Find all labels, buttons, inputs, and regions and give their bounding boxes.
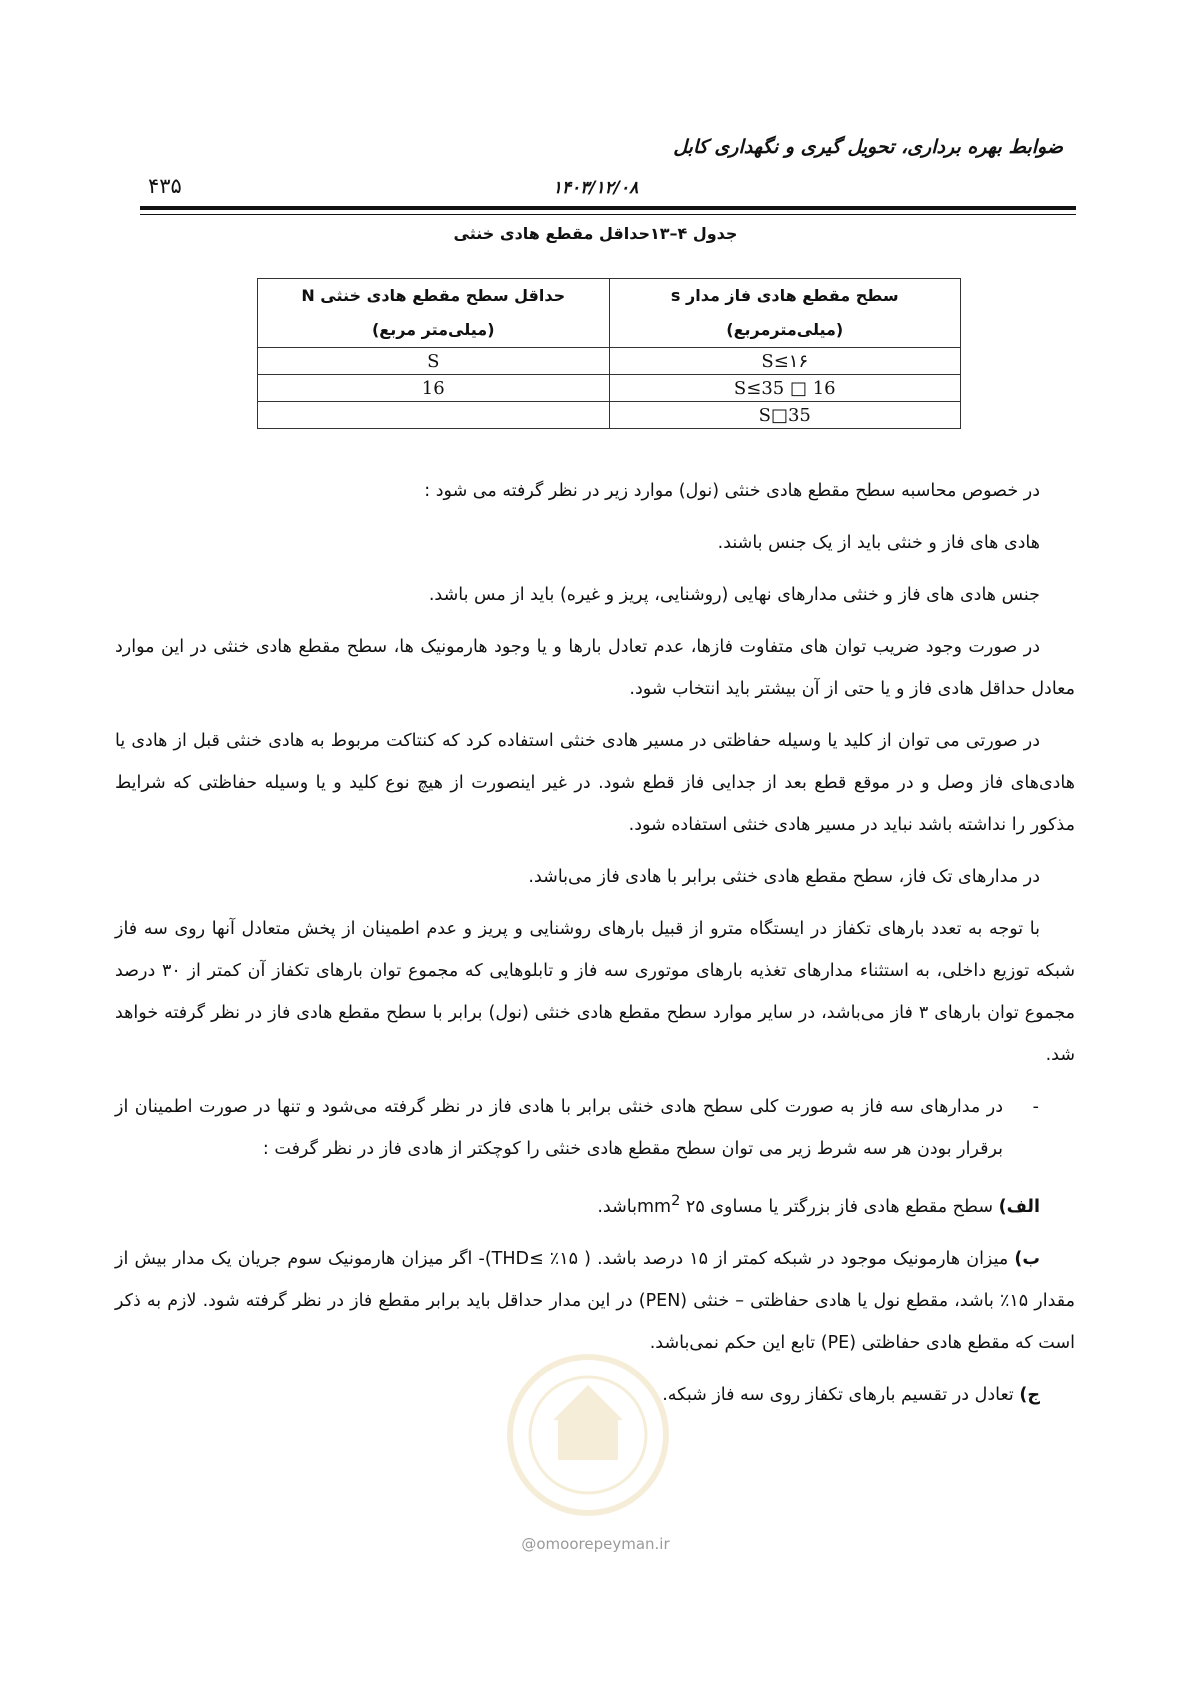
table-cell-phase: 16 □ S≤35 (609, 375, 961, 402)
table-header-neutral (258, 279, 610, 348)
condition-a-label: الف) (998, 1196, 1040, 1217)
condition-a (115, 1180, 1075, 1228)
header-rule-thin (140, 214, 1076, 215)
watermark-text: @omoorepeyman.ir (521, 1535, 670, 1553)
watermark-seal-icon (498, 1350, 678, 1520)
paragraph-single-phase: در مدارهای تک فاز، سطح مقطع هادی خنثی برابر با هادی فاز می‌باشد. (528, 867, 1040, 887)
table-cell-neutral (258, 402, 610, 429)
table-cell-neutral: S (258, 348, 610, 375)
condition-a-text: سطح مقطع هادی فاز بزرگتر یا مساوی ۲۵ mm (636, 1196, 993, 1217)
paragraph-switch: در صورتی می توان از کلید یا وسیله حفاظتی در مسیر هادی خنثی استفاده کرد که کنتاکت مربوط به هادی خنثی قبل از هادی یا هادی‌های فاز وصل و در موقع قطع بعد از جدایی فاز قطع شود. در غیر اینصورت از هیچ نوع کلید و یا وسیله حفاظتی که شرایط مذکور را نداشته باشد نباید در مسیر هادی خنثی استفاده شود. (115, 731, 1075, 835)
condition-a-superscript: 2 (671, 1192, 681, 1209)
paragraph-material: هادی های فاز و خنثی باید از یک جنس باشند. (717, 533, 1040, 553)
header-phase-unit: (میلی‌مترمربع) (726, 320, 844, 339)
table-caption: جدول ۴–۱۳حداقل مقطع هادی خنثی (453, 224, 738, 243)
bullet-three-phase (115, 1086, 1039, 1170)
table-cell-phase: S≤۱۶ (609, 348, 961, 375)
table-row (258, 348, 961, 375)
paragraph-harmonics: در صورت وجود ضریب توان های متفاوت فازها، عدم تعادل بارها و یا وجود هارمونیک ها، سطح مقطع هادی خنثی در این موارد معادل حداقل هادی فاز و یا حتی از آن بیشتر باید انتخاب شود. (115, 637, 1075, 699)
table-header-phase (609, 279, 961, 348)
condition-b (115, 1238, 1075, 1364)
condition-c-label: ج) (1019, 1384, 1040, 1405)
table-cell-phase: S□35 (609, 402, 961, 429)
condition-b-label: ب) (1014, 1248, 1040, 1269)
header-phase-title: سطح مقطع هادی فاز مدار s (670, 286, 899, 305)
table-row (258, 402, 961, 429)
header-date: ۱۴۰۳/۱۲/۰۸ (552, 178, 639, 198)
table-header-row (258, 279, 961, 348)
condition-b-text: میزان هارمونیک موجود در شبکه کمتر از ۱۵ درصد باشد. ( ۱۵٪ ≥THD)- اگر میزان هارمونیک سوم جریان یک مدار بیش از مقدار ۱۵٪ باشد، مقطع نول یا هادی حفاظتی – خنثی (PEN) در این مدار حداقل باید برابر مقطع فاز در نظر گرفته شود. لازم به ذکر است که مقطع هادی حفاظتی (PE) تابع این حکم نمی‌باشد. (115, 1248, 1075, 1353)
condition-a-end: باشد. (597, 1196, 637, 1217)
header-neutral-title: حداقل سطح مقطع هادی خنثی N (301, 286, 566, 305)
header-neutral-unit: (میلی‌متر مربع) (371, 320, 495, 339)
page-number: ۴۳۵ (148, 174, 182, 198)
table-cell-neutral: 16 (258, 375, 610, 402)
bullet-dash: - (1032, 1097, 1039, 1117)
bullet-text: در مدارهای سه فاز به صورت کلی سطح هادی خنثی برابر با هادی فاز در نظر گرفته می‌شود و تنها در صورت اطمینان از برقرار بودن هر سه شرط زیر می توان سطح مقطع هادی خنثی را کوچکتر از هادی فاز در نظر گرفت : (115, 1097, 1003, 1159)
table-row (258, 375, 961, 402)
body-text (115, 470, 1075, 1426)
condition-c-text: تعادل در تقسیم بارهای تکفاز روی سه فاز شبکه. (662, 1384, 1014, 1405)
paragraph-copper: جنس هادی های فاز و خنثی مدارهای نهایی (روشنایی، پریز و غیره) باید از مس باشد. (428, 585, 1040, 605)
header-rule-thick (140, 206, 1076, 210)
running-header-title: ضوابط بهره برداری، تحویل گیری و نگهداری کابل (673, 136, 1063, 158)
neutral-conductor-table (257, 278, 961, 429)
paragraph-metro-loads: با توجه به تعدد بارهای تکفاز در ایستگاه مترو از قبیل بارهای روشنایی و پریز و عدم اطمینان از پخش متعادل آنها روی سه فاز شبکه توزیع داخلی، به استثناء مدارهای تغذیه بارهای موتوری سه فاز و تابلوهایی که مجموع توان بارهای تکفاز آن کمتر از ۳۰ درصد مجموع توان بارهای ۳ فاز می‌باشد، در سایر موارد سطح مقطع هادی خنثی (نول) برابر با سطح مقطع هادی فاز در نظر گرفته خواهد شد. (115, 919, 1075, 1065)
paragraph-intro: در خصوص محاسبه سطح مقطع هادی خنثی (نول) موارد زیر در نظر گرفته می شود : (424, 481, 1040, 501)
